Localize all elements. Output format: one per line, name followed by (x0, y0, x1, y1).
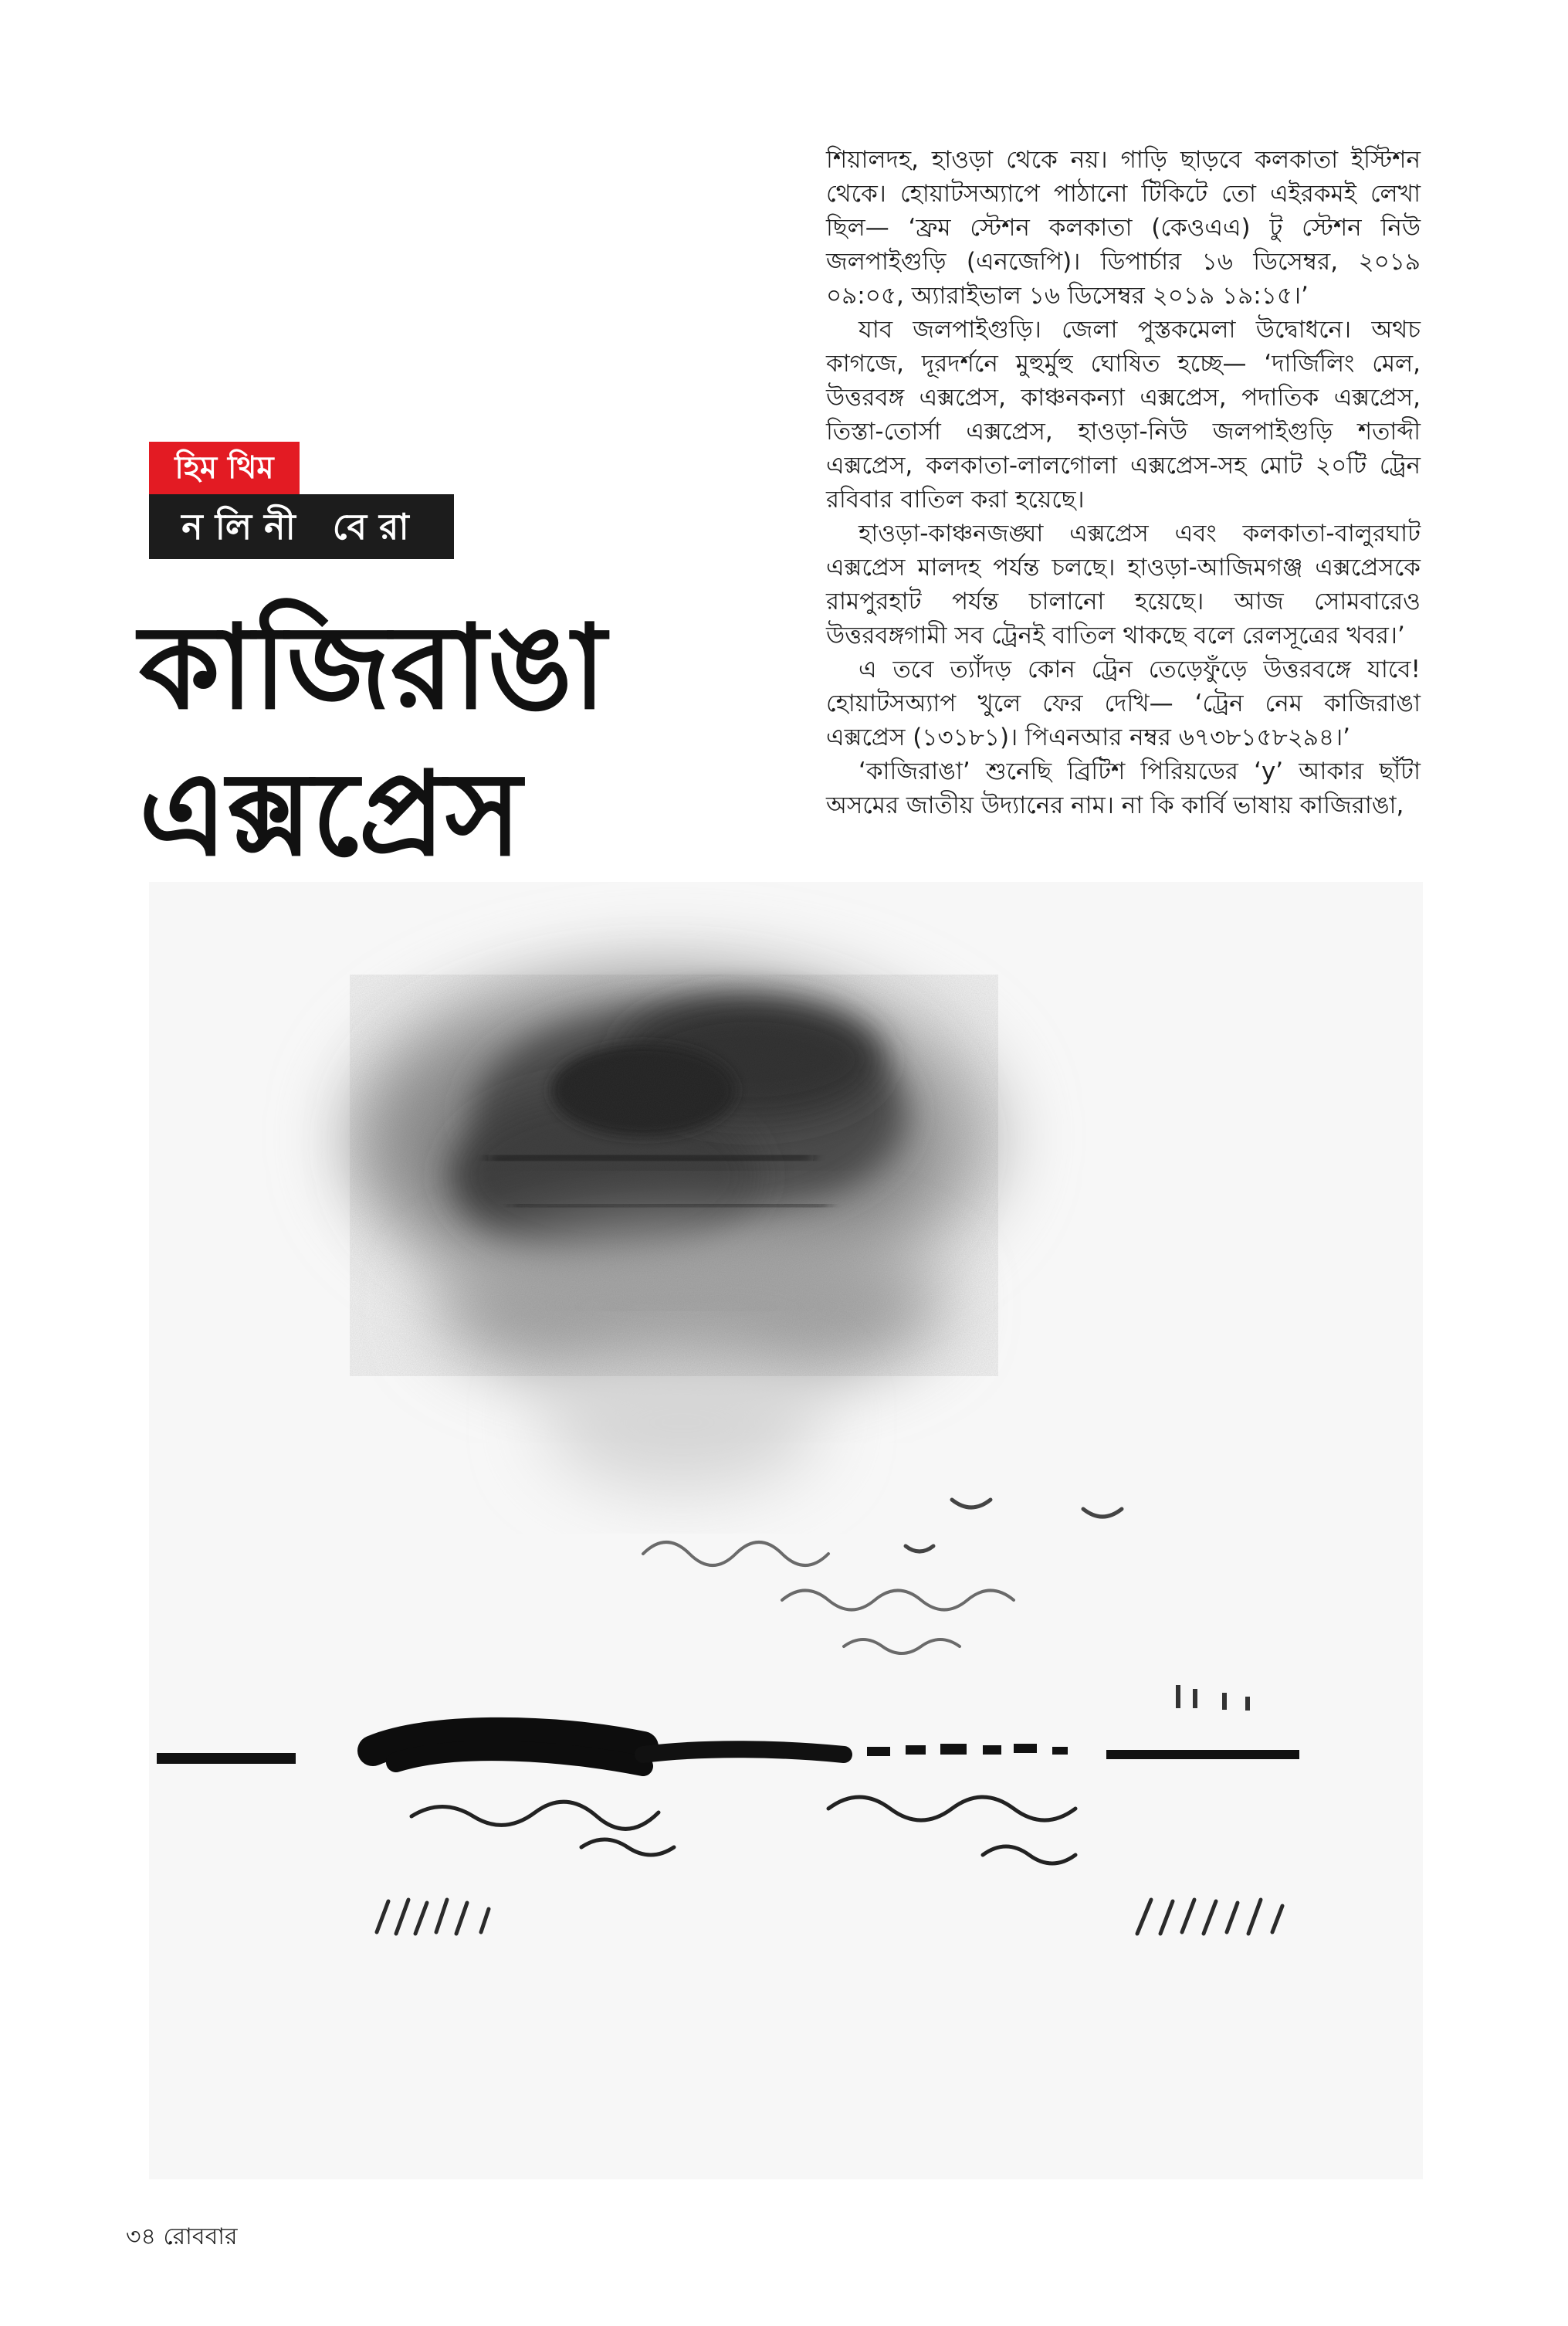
author-name: নলিনী বেরা (149, 494, 454, 559)
article-body (826, 143, 1421, 822)
article-title (139, 595, 679, 888)
article-paragraph: ‘কাজিরাঙা’ শুনেছি ব্রিটিশ পিরিয়ডের ‘y’ আকার ছাঁটা অসমের জাতীয় উদ্যানের নাম। না কি কার্বি ভাষায় কাজিরাঙা, (826, 758, 1421, 819)
illustration-svg (149, 882, 1423, 2179)
article-paragraph: হাওড়া-কাঞ্চনজঙ্ঘা এক্সপ্রেস এবং কলকাতা-বালুরঘাট এক্সপ্রেস মালদহ পর্যন্ত চলছে। হাওড়া-আজিমগঞ্জ এক্সপ্রেসকে রামপুরহাট পর্যন্ত চালানো হয়েছে। আজ সোমবারেও উত্তরবঙ্গগামী সব ট্রেনই বাতিল থাকছে বলে রেলসূত্রের খবর।’ (826, 520, 1421, 649)
title-line-2: এক্সপ্রেস (139, 748, 522, 882)
article-paragraph: যাব জলপাইগুড়ি। জেলা পুস্তকমেলা উদ্বোধনে। অথচ কাগজে, দূরদর্শনে মুহুর্মুহু ঘোষিত হচ্ছে— ‘দার্জিলিং মেল, উত্তরবঙ্গ এক্সপ্রেস, কাঞ্চনকন্যা এক্সপ্রেস, পদাতিক এক্সপ্রেস, তিস্তা-তোর্সা এক্সপ্রেস, হাওড়া-নিউ জলপাইগুড়ি শতাব্দী এক্সপ্রেস, কলকাতা-লালগোলা এক্সপ্রেস-সহ মোট ২০টি ট্রেন রবিবার বাতিল করা হয়েছে। (826, 316, 1421, 514)
title-line-1: কাজিরাঙা (139, 601, 607, 735)
page-folio: ৩৪ রোববার (126, 2223, 238, 2250)
charcoal-illustration (149, 882, 1423, 2179)
section-kicker: হিম থিম (149, 442, 300, 494)
article-paragraph: এ তবে ত্যাঁদড় কোন ট্রেন তেড়েফুঁড়ে উত্তরবঙ্গে যাবে! হোয়াটসঅ্যাপ খুলে ফের দেখি— ‘ট্রেন নেম কাজিরাঙা এক্সপ্রেস (১৩১৮১)। পিএনআর নম্বর ৬৭৩৮১৫৮২৯৪।’ (826, 656, 1421, 751)
article-paragraph: শিয়ালদহ, হাওড়া থেকে নয়। গাড়ি ছাড়বে কলকাতা ইস্টিশন থেকে। হোয়াটসঅ্যাপে পাঠানো টিকিটে তো এইরকমই লেখা ছিল— ‘ফ্রম স্টেশন কলকাতা (কেওএএ) টু স্টেশন নিউ জলপাইগুড়ি (এনজেপি)। ডিপার্চার ১৬ ডিসেম্বর, ২০১৯ ০৯:০৫, অ্যারাইভাল ১৬ ডিসেম্বর ২০১৯ ১৯:১৫।’ (826, 146, 1421, 310)
